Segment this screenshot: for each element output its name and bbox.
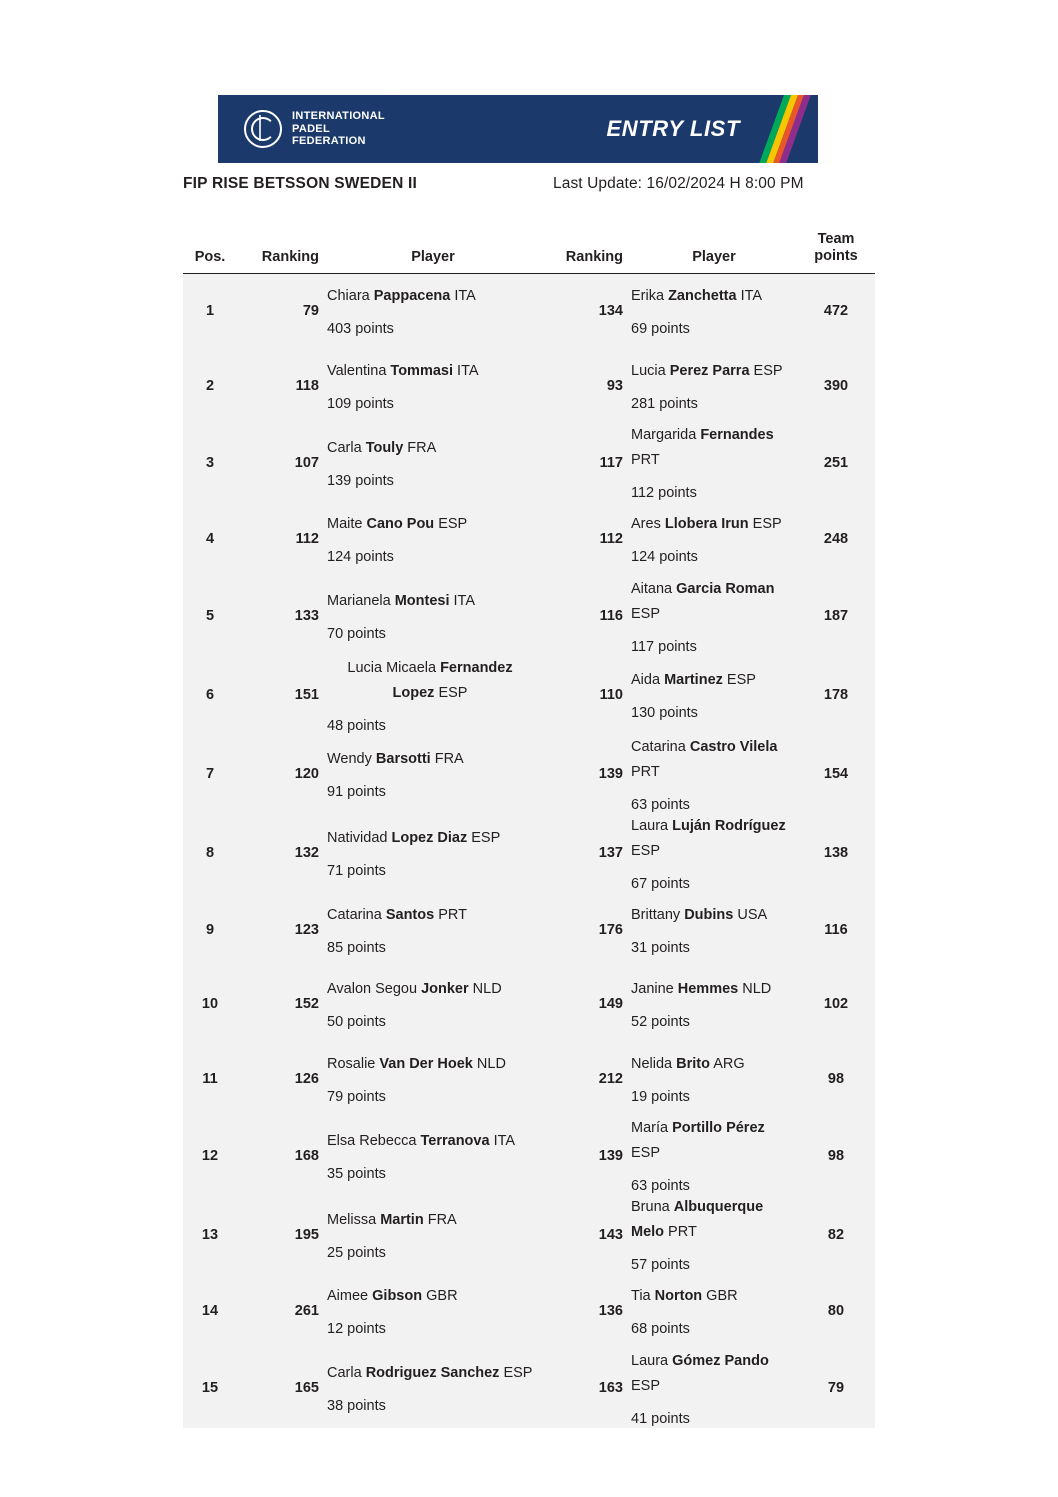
- cell-ranking-2: 112: [599, 531, 623, 548]
- player-1-last-name: Terranova: [420, 1132, 490, 1149]
- cell-ranking-1: 120: [294, 766, 319, 782]
- player-2-name: [631, 1116, 791, 1166]
- player-2-first-name: Ares: [631, 516, 665, 533]
- player-2-first-name: Laura: [631, 817, 673, 834]
- column-header-team-points: [797, 231, 875, 273]
- player-1-country: ITA: [450, 288, 476, 305]
- player-2-points: 63 points: [631, 796, 690, 813]
- player-2-points: 41 points: [631, 1410, 690, 1427]
- player-1-first-name: Maite: [327, 516, 367, 533]
- cell-ranking-2: 134: [598, 303, 623, 320]
- player-2-country: USA: [733, 906, 768, 923]
- cell-player-1: [327, 577, 539, 656]
- player-1-last-name: Touly: [365, 439, 404, 456]
- player-1-points: 12 points: [327, 1321, 386, 1338]
- table-body: [183, 274, 875, 1428]
- player-1-first-name: Chiara: [327, 288, 374, 305]
- cell-ranking-1: 79: [302, 303, 319, 320]
- table-row: [183, 577, 875, 656]
- player-2-last-name: Castro Vilela: [689, 738, 778, 755]
- table-row: [183, 349, 875, 424]
- player-1-points: 50 points: [327, 1014, 386, 1031]
- federation-logo: [218, 110, 385, 148]
- player-2-points: 19 points: [631, 1088, 690, 1105]
- cell-ranking-2: 116: [599, 608, 623, 624]
- player-2-last-name: Luján Rodríguez: [672, 817, 786, 834]
- player-1-last-name: Pappacena: [373, 288, 451, 305]
- player-2-points: 281 points: [631, 395, 698, 412]
- cell-team-points: 102: [823, 996, 849, 1013]
- player-2-first-name: Lucia: [631, 362, 670, 379]
- player-2-name: [631, 903, 767, 928]
- player-2-last-name: Dubins: [684, 906, 734, 923]
- table-row: [183, 1349, 875, 1428]
- player-1-country: ITA: [453, 362, 479, 379]
- cell-player-1: [327, 1195, 539, 1274]
- cell-ranking-2: 176: [598, 921, 623, 938]
- player-2-last-name: Gómez Pando: [672, 1352, 769, 1369]
- player-1-first-name: Rosalie: [327, 1055, 380, 1072]
- player-2-country: ESP: [631, 605, 661, 622]
- player-2-points: 67 points: [631, 875, 690, 892]
- player-2-name: [631, 359, 783, 384]
- player-1-points: 91 points: [327, 784, 386, 800]
- player-1-country: GBR: [422, 1288, 458, 1305]
- player-2-country: ESP: [722, 672, 756, 688]
- cell-player-2: [631, 1195, 797, 1274]
- federation-name: [292, 110, 385, 148]
- player-1-country: ITA: [489, 1132, 516, 1149]
- player-1-country: ESP: [467, 830, 501, 846]
- table-header-row: [183, 218, 875, 274]
- player-1-country: ESP: [499, 1365, 533, 1381]
- player-2-points: 112 points: [631, 485, 697, 501]
- federation-name-line1: INTERNATIONAL: [292, 110, 385, 123]
- player-2-name: [631, 1284, 738, 1309]
- player-1-name: [327, 656, 533, 706]
- table-row: [183, 502, 875, 577]
- player-2-last-name: Albuquerque Melo: [631, 1199, 764, 1240]
- player-1-points: 109 points: [327, 395, 394, 412]
- player-1-name: [327, 826, 500, 851]
- player-2-country: ITA: [736, 288, 763, 305]
- player-2-name: [631, 1195, 791, 1245]
- cell-ranking-2: 163: [598, 1380, 623, 1396]
- player-2-name: [631, 512, 782, 537]
- cell-team-points: 79: [827, 1380, 845, 1396]
- player-2-first-name: Nelida: [631, 1055, 677, 1072]
- player-2-name: [631, 577, 791, 627]
- player-2-first-name: Erika: [631, 288, 669, 305]
- last-update-label: Last Update: 16/02/2024 H 8:00 PM: [553, 175, 804, 192]
- cell-ranking-2: 212: [598, 1070, 623, 1087]
- cell-player-2: [631, 274, 797, 349]
- player-2-first-name: Aida: [631, 672, 665, 688]
- player-2-country: ARG: [709, 1055, 745, 1072]
- cell-team-points: 82: [827, 1226, 845, 1243]
- entry-list-banner: [218, 95, 818, 163]
- player-1-first-name: Lucia Micaela: [347, 659, 441, 676]
- player-1-points: 70 points: [327, 626, 386, 642]
- cell-player-1: [327, 1116, 539, 1195]
- player-1-points: 124 points: [327, 549, 394, 566]
- cell-player-2: [631, 1116, 797, 1195]
- cell-team-points: 187: [823, 608, 849, 624]
- player-1-points: 38 points: [327, 1398, 386, 1414]
- table-row: [183, 1274, 875, 1349]
- cell-player-1: [327, 1349, 539, 1428]
- player-1-country: FRA: [430, 751, 464, 767]
- cell-ranking-1: 123: [294, 921, 319, 938]
- cell-player-1: [327, 502, 539, 577]
- cell-position: 9: [205, 921, 215, 938]
- player-2-last-name: Garcia Roman: [676, 580, 775, 597]
- player-1-name: [327, 359, 479, 384]
- cell-ranking-2: 110: [599, 687, 623, 703]
- player-1-name: [327, 589, 475, 614]
- player-2-country: PRT: [631, 452, 660, 468]
- player-2-country: PRT: [664, 1224, 697, 1240]
- cell-position: 15: [201, 1380, 219, 1396]
- player-1-country: ESP: [434, 684, 468, 701]
- cell-ranking-1: 133: [294, 608, 319, 624]
- player-1-last-name: Barsotti: [375, 751, 431, 767]
- cell-ranking-1: 165: [294, 1380, 319, 1396]
- player-1-first-name: Wendy: [327, 751, 376, 767]
- cell-player-2: [631, 967, 797, 1042]
- cell-ranking-1: 107: [294, 454, 319, 471]
- player-2-points: 69 points: [631, 321, 690, 338]
- cell-player-2: [631, 735, 797, 814]
- player-2-last-name: Martinez: [664, 672, 723, 688]
- cell-position: 13: [201, 1226, 219, 1243]
- cell-team-points: 251: [823, 454, 849, 471]
- cell-position: 12: [201, 1147, 219, 1164]
- player-1-name: [327, 1208, 457, 1233]
- player-2-country: PRT: [631, 763, 660, 780]
- player-1-country: ESP: [434, 516, 468, 533]
- cell-player-1: [327, 656, 539, 735]
- cell-position: 11: [202, 1070, 218, 1087]
- player-1-last-name: Santos: [385, 906, 435, 923]
- player-2-name: [631, 1052, 745, 1077]
- player-2-last-name: Brito: [676, 1055, 710, 1072]
- player-1-last-name: Tommasi: [390, 362, 454, 379]
- cell-ranking-1: 112: [295, 531, 319, 548]
- cell-team-points: 248: [823, 531, 849, 548]
- player-1-last-name: Jonker: [421, 981, 469, 998]
- player-2-first-name: Catarina: [631, 738, 690, 755]
- cell-position: 7: [205, 766, 215, 782]
- cell-team-points: 98: [827, 1147, 845, 1164]
- player-1-first-name: Carla: [327, 439, 366, 456]
- column-header-player-1: Player: [411, 249, 455, 265]
- cell-ranking-2: 149: [598, 996, 623, 1013]
- player-2-points: 57 points: [631, 1257, 690, 1273]
- cell-ranking-2: 136: [598, 1303, 623, 1320]
- table-row: [183, 656, 875, 735]
- table-row: [183, 274, 875, 349]
- cell-position: 6: [205, 687, 215, 703]
- player-2-points: 68 points: [631, 1321, 690, 1338]
- cell-team-points: 98: [827, 1070, 845, 1087]
- column-header-player-2: Player: [692, 249, 736, 265]
- cell-player-1: [327, 274, 539, 349]
- player-1-name: [327, 284, 476, 309]
- cell-ranking-2: 137: [598, 845, 623, 861]
- cell-ranking-2: 117: [599, 454, 623, 471]
- player-2-first-name: Brittany: [631, 906, 685, 923]
- player-2-first-name: María: [631, 1120, 673, 1136]
- cell-player-2: [631, 814, 797, 893]
- player-1-first-name: Elsa Rebecca: [327, 1132, 421, 1149]
- player-1-country: ITA: [449, 593, 475, 609]
- cell-player-1: [327, 893, 539, 968]
- player-1-country: FRA: [403, 439, 437, 456]
- player-1-first-name: Marianela: [327, 593, 395, 609]
- player-1-name: [327, 1052, 506, 1077]
- player-1-country: NLD: [472, 1055, 506, 1072]
- player-1-points: 79 points: [327, 1088, 386, 1105]
- player-1-name: [327, 512, 467, 537]
- cell-player-2: [631, 893, 797, 968]
- player-2-points: 31 points: [631, 939, 690, 956]
- player-1-last-name: Montesi: [394, 593, 450, 609]
- player-2-first-name: Janine: [631, 981, 678, 998]
- table-row: [183, 1116, 875, 1195]
- cell-player-1: [327, 814, 539, 893]
- player-1-name: [327, 747, 464, 772]
- player-1-country: FRA: [423, 1211, 457, 1228]
- cell-player-1: [327, 349, 539, 424]
- table-row: [183, 814, 875, 893]
- cell-position: 8: [205, 845, 215, 861]
- cell-team-points: 472: [823, 303, 849, 320]
- cell-ranking-1: 126: [294, 1070, 319, 1087]
- cell-position: 2: [205, 377, 215, 394]
- padel-ball-icon: [244, 110, 282, 148]
- player-2-points: 63 points: [631, 1178, 690, 1194]
- player-1-country: NLD: [468, 981, 502, 998]
- column-header-ranking-1: Ranking: [261, 249, 319, 265]
- cell-position: 10: [201, 996, 219, 1013]
- player-2-last-name: Hemmes: [677, 981, 739, 998]
- player-1-first-name: Carla: [327, 1365, 366, 1381]
- player-2-country: ESP: [749, 362, 783, 379]
- player-1-points: 48 points: [327, 717, 386, 734]
- cell-team-points: 390: [823, 377, 849, 394]
- player-2-country: GBR: [702, 1288, 738, 1305]
- player-2-name: [631, 735, 791, 785]
- player-2-points: 124 points: [631, 549, 698, 566]
- player-1-first-name: Aimee: [327, 1288, 373, 1305]
- player-2-first-name: Aitana: [631, 580, 677, 597]
- cell-team-points: 138: [823, 845, 849, 861]
- table-row: [183, 1042, 875, 1117]
- table-row: [183, 893, 875, 968]
- player-1-points: 25 points: [327, 1244, 386, 1261]
- player-2-first-name: Laura: [631, 1352, 673, 1369]
- column-header-ranking-2: Ranking: [565, 249, 623, 265]
- federation-name-line3: FEDERATION: [292, 135, 366, 148]
- player-2-name: [631, 1349, 791, 1399]
- player-1-points: 71 points: [327, 863, 386, 879]
- cell-ranking-1: 195: [294, 1226, 319, 1243]
- table-row: [183, 967, 875, 1042]
- cell-ranking-1: 132: [294, 845, 319, 861]
- cell-ranking-1: 151: [294, 687, 319, 703]
- player-1-name: [327, 436, 436, 461]
- cell-team-points: 178: [823, 687, 849, 703]
- cell-player-2: [631, 1349, 797, 1428]
- player-1-first-name: Avalon Segou: [327, 981, 422, 998]
- cell-player-2: [631, 656, 797, 735]
- player-1-points: 85 points: [327, 939, 386, 956]
- player-1-last-name: Cano Pou: [366, 516, 435, 533]
- player-2-last-name: Portillo Pérez: [672, 1120, 765, 1136]
- banner-blue-stripe: [373, 95, 818, 163]
- player-1-first-name: Catarina: [327, 906, 386, 923]
- player-2-country: ESP: [631, 1377, 661, 1394]
- player-2-name: [631, 977, 771, 1002]
- cell-position: 1: [205, 303, 215, 320]
- cell-position: 5: [205, 608, 215, 624]
- cell-team-points: 154: [823, 766, 849, 782]
- cell-player-2: [631, 423, 797, 502]
- player-2-first-name: Bruna: [631, 1199, 674, 1215]
- player-2-last-name: Norton: [654, 1288, 703, 1305]
- cell-ranking-2: 139: [598, 766, 623, 782]
- player-1-name: [327, 977, 502, 1002]
- player-1-last-name: Lopez Diaz: [391, 830, 468, 846]
- player-2-last-name: Zanchetta: [668, 288, 737, 305]
- player-2-points: 130 points: [631, 705, 698, 721]
- player-2-first-name: Tia: [631, 1288, 655, 1305]
- cell-ranking-1: 152: [294, 996, 319, 1013]
- cell-ranking-1: 118: [295, 377, 319, 394]
- player-2-country: NLD: [738, 981, 772, 998]
- player-1-name: [327, 903, 467, 928]
- player-1-points: 35 points: [327, 1165, 386, 1182]
- table-row: [183, 423, 875, 502]
- player-2-last-name: Perez Parra: [669, 362, 750, 379]
- player-1-first-name: Melissa: [327, 1211, 381, 1228]
- player-2-country: ESP: [631, 842, 661, 859]
- federation-name-line2: PADEL: [292, 122, 330, 135]
- player-1-name: [327, 1361, 532, 1386]
- player-1-points: 139 points: [327, 472, 394, 489]
- player-2-points: 52 points: [631, 1014, 690, 1031]
- player-2-country: ESP: [631, 1145, 661, 1161]
- tournament-title: FIP RISE BETSSON SWEDEN II: [183, 175, 418, 192]
- player-1-first-name: Valentina: [327, 362, 391, 379]
- player-1-last-name: Gibson: [372, 1288, 423, 1305]
- player-2-name: [631, 423, 791, 473]
- cell-player-2: [631, 502, 797, 577]
- cell-ranking-2: 93: [606, 377, 623, 394]
- cell-player-1: [327, 967, 539, 1042]
- player-2-last-name: Llobera Irun: [664, 516, 749, 533]
- cell-position: 3: [205, 454, 215, 471]
- cell-position: 4: [205, 531, 215, 548]
- player-2-points: 117 points: [631, 638, 697, 655]
- player-1-last-name: Rodriguez Sanchez: [365, 1365, 500, 1381]
- player-1-name: [327, 1284, 458, 1309]
- cell-player-2: [631, 577, 797, 656]
- cell-player-2: [631, 349, 797, 424]
- column-header-position: Pos.: [194, 249, 226, 265]
- player-1-first-name: Natividad: [327, 830, 392, 846]
- cell-ranking-2: 143: [598, 1226, 623, 1243]
- player-2-last-name: Fernandes: [700, 427, 774, 443]
- cell-player-1: [327, 423, 539, 502]
- player-1-name: [327, 1129, 515, 1154]
- player-2-name: [631, 814, 791, 864]
- player-1-points: 403 points: [327, 321, 394, 338]
- table-row: [183, 1195, 875, 1274]
- player-1-last-name: Van Der Hoek: [379, 1055, 473, 1072]
- team-points-line1: Team: [817, 231, 855, 247]
- cell-ranking-1: 168: [294, 1147, 319, 1164]
- banner-title: ENTRY LIST: [606, 116, 740, 141]
- entry-list-table: [183, 218, 875, 1428]
- player-2-name: [631, 284, 762, 309]
- cell-ranking-1: 261: [294, 1303, 319, 1320]
- player-2-name: [631, 668, 756, 693]
- cell-ranking-2: 139: [598, 1147, 623, 1164]
- player-1-country: PRT: [434, 906, 467, 923]
- player-2-first-name: Margarida: [631, 427, 701, 443]
- player-1-last-name: Martin: [380, 1211, 424, 1228]
- cell-player-2: [631, 1274, 797, 1349]
- cell-player-1: [327, 1274, 539, 1349]
- cell-position: 14: [201, 1303, 219, 1320]
- team-points-line2: points: [814, 248, 858, 264]
- cell-player-1: [327, 1042, 539, 1117]
- player-1-last-name: Fernandez Lopez: [392, 659, 513, 701]
- cell-player-1: [327, 735, 539, 814]
- table-row: [183, 735, 875, 814]
- cell-player-2: [631, 1042, 797, 1117]
- cell-team-points: 80: [827, 1303, 845, 1320]
- cell-team-points: 116: [824, 921, 848, 938]
- player-2-country: ESP: [748, 516, 782, 533]
